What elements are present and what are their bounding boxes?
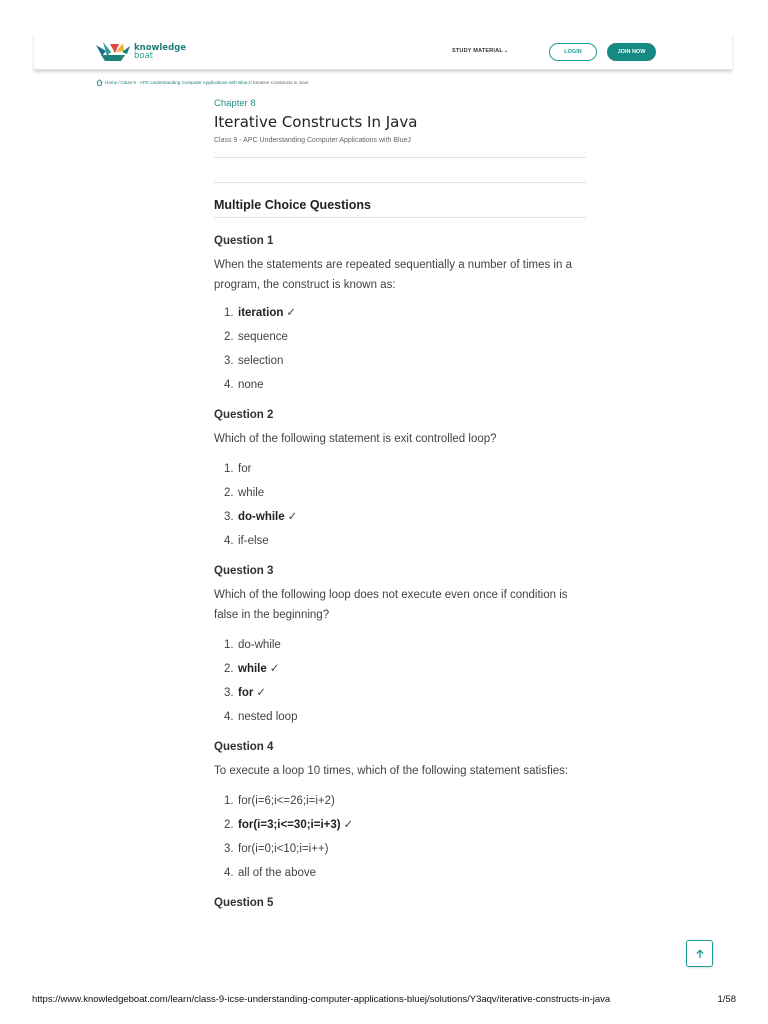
option-item: 3. for ✓	[224, 687, 266, 699]
divider	[214, 157, 586, 158]
breadcrumb-home[interactable]: Home	[105, 80, 118, 85]
arrow-up-icon	[695, 949, 705, 959]
main-content	[214, 98, 586, 909]
question-text: Which of the following statement is exit controlled loop?	[214, 433, 497, 445]
site-navbar	[34, 34, 732, 70]
option-item: 4. nested loop	[224, 711, 298, 723]
section-title: Multiple Choice Questions	[214, 198, 371, 212]
option-item: 1. for	[224, 463, 252, 475]
page-subtitle: Class 9 - APC Understanding Computer Applications with BlueJ	[214, 137, 411, 144]
check-icon: ✓	[286, 307, 297, 319]
option-item: 3. selection	[224, 355, 284, 367]
option-item: 2. for(i=3;i<=30;i=i+3) ✓	[224, 819, 354, 831]
options-list	[214, 457, 586, 553]
check-icon: ✓	[269, 663, 280, 675]
join-now-button[interactable]: JOIN NOW	[607, 43, 656, 61]
question-text: Which of the following loop does not execute even once if condition is false in the beginning?	[214, 589, 568, 621]
options-list	[214, 633, 586, 729]
print-url: https://www.knowledgeboat.com/learn/class-9-icse-understanding-computer-applications-bluej/solutions/Y3aqv/iterative-constructs-in-java	[32, 994, 611, 1005]
check-icon: ✓	[287, 511, 298, 523]
breadcrumb	[96, 79, 308, 86]
boat-logo-icon	[96, 42, 130, 62]
check-icon: ✓	[343, 819, 354, 831]
breadcrumb-separator: /	[250, 80, 253, 85]
logo-text-line2: boat	[134, 51, 154, 61]
logo-text-line1: knowledge	[134, 43, 187, 53]
divider	[214, 182, 586, 183]
question-title: Question 1	[214, 235, 274, 247]
option-item: 2. while	[224, 487, 265, 499]
option-item: 2. sequence	[224, 331, 288, 343]
divider	[214, 217, 586, 218]
option-item: 1. for(i=6;i<=26;i=i+2)	[224, 795, 335, 807]
question-title: Question 5	[214, 897, 274, 909]
question-text: When the statements are repeated sequentially a number of times in a program, the construct is known as:	[214, 259, 572, 291]
option-item: 4. none	[224, 379, 264, 391]
option-item: 1. iteration ✓	[224, 307, 297, 319]
study-material-menu[interactable]	[452, 48, 508, 54]
question-text: To execute a loop 10 times, which of the following statement satisfies:	[214, 765, 569, 777]
option-item: 4. all of the above	[224, 867, 317, 879]
login-button[interactable]: LOGIN	[549, 43, 597, 61]
question-title: Question 2	[214, 409, 274, 421]
option-item: 2. while ✓	[224, 663, 280, 675]
breadcrumb-separator: /	[118, 80, 120, 85]
option-item: 3. for(i=0;i<10;i=i++)	[224, 843, 329, 855]
chevron-down-icon: ⌄	[503, 48, 509, 54]
options-list	[214, 789, 586, 885]
home-icon[interactable]	[96, 79, 103, 86]
question-title: Question 3	[214, 565, 274, 577]
check-icon: ✓	[256, 687, 266, 699]
study-material-label: STUDY MATERIAL	[452, 48, 503, 54]
page-title: Iterative Constructs In Java	[214, 113, 418, 131]
print-page-number: 1/58	[717, 994, 736, 1005]
breadcrumb-current: Iterative Constructs in Java	[253, 80, 309, 85]
option-item: 3. do-while ✓	[224, 511, 298, 523]
chapter-label: Chapter 8	[214, 98, 256, 109]
question-title: Question 4	[214, 741, 274, 753]
knowledgeboat-logo[interactable]	[96, 41, 186, 63]
option-item: 1. do-while	[224, 639, 281, 651]
options-list	[214, 301, 586, 397]
breadcrumb-class[interactable]: Class 9 - APC Understanding Computer Applications with BlueJ	[120, 80, 250, 85]
scroll-to-top-button[interactable]	[686, 940, 713, 967]
option-item: 4. if-else	[224, 535, 269, 547]
